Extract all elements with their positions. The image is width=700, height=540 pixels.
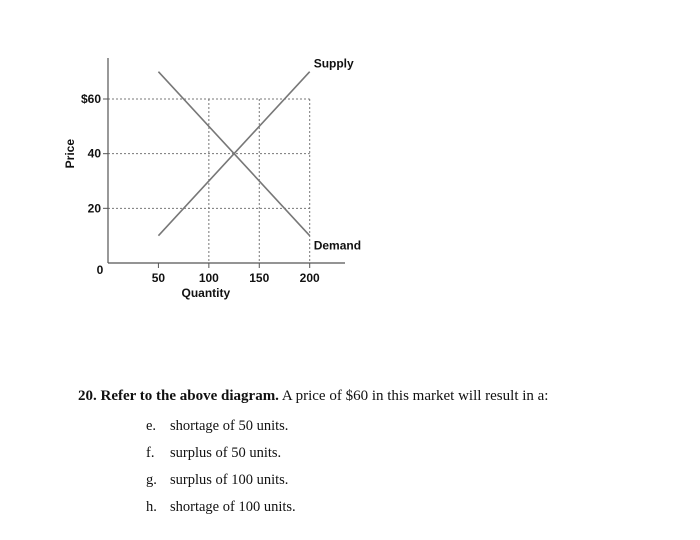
x-tick-label: 150 — [249, 271, 270, 285]
option-text: shortage of 100 units. — [170, 499, 296, 515]
answer-option[interactable] — [146, 499, 296, 526]
option-text: shortage of 50 units. — [170, 418, 289, 434]
answer-option[interactable] — [146, 445, 296, 472]
answer-option[interactable] — [146, 472, 296, 499]
option-letter: g. — [146, 472, 157, 488]
answer-options — [146, 418, 296, 526]
y-tick-label: 20 — [87, 201, 101, 216]
option-letter: e. — [146, 418, 157, 434]
question-body: A price of $60 in this market will result in a: — [278, 388, 549, 404]
x-tick-label: 50 — [151, 271, 166, 285]
answer-option[interactable] — [146, 418, 296, 445]
question-text — [78, 388, 678, 405]
y-tick-label: 40 — [87, 146, 101, 161]
option-text: surplus of 50 units. — [170, 445, 282, 461]
demand-label: Demand — [313, 238, 362, 253]
x-tick-label: 100 — [198, 271, 219, 285]
y-tick-label: $60 — [80, 92, 101, 106]
x-tick-label: 200 — [299, 271, 320, 285]
option-letter: h. — [146, 499, 157, 515]
option-letter: f. — [146, 445, 155, 461]
x-axis-label: Quantity — [181, 286, 231, 300]
option-text: surplus of 100 units. — [170, 472, 289, 488]
y-axis-label: Price — [63, 138, 77, 169]
question-lead: 20. Refer to the above diagram. — [78, 388, 279, 404]
supply-label: Supply — [313, 56, 354, 71]
origin-label: 0 — [96, 263, 104, 277]
